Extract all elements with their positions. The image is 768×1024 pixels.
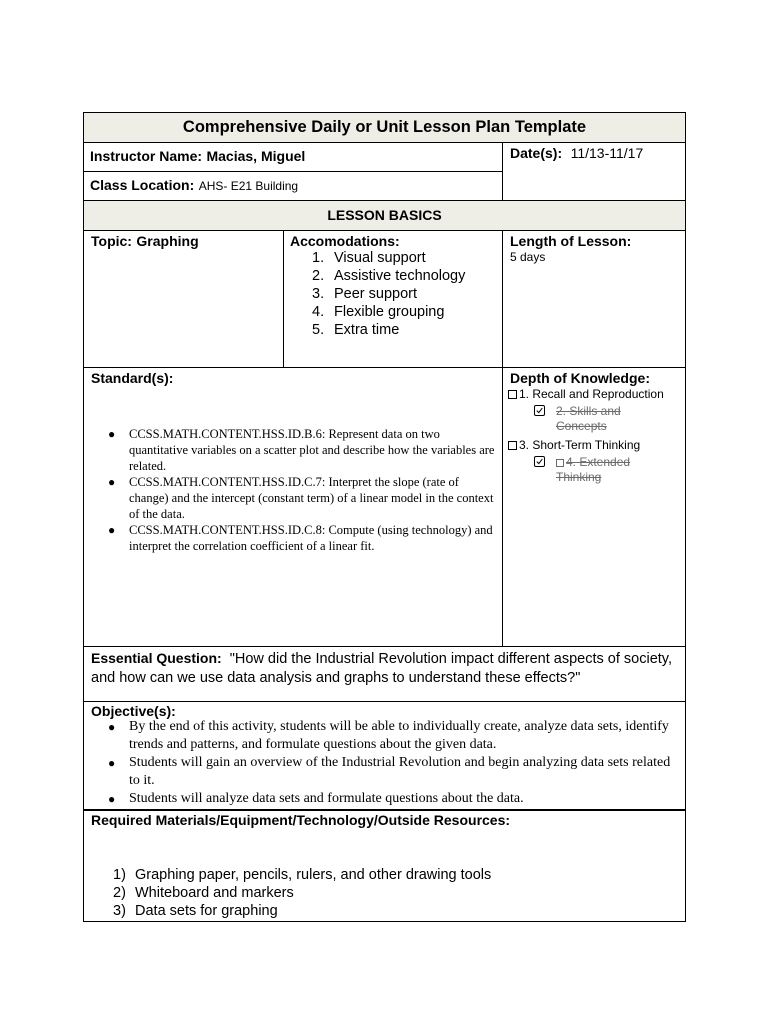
lesson-plan-table xyxy=(83,112,686,922)
instructor-label: Instructor Name: xyxy=(90,148,203,164)
materials-cell xyxy=(84,811,685,921)
essential-question-cell xyxy=(84,647,685,702)
length-cell xyxy=(503,231,685,368)
essential-question-text: "How did the Industrial Revolution impact different aspects of society, and how can we use data analysis and graphs to understand these effects?" xyxy=(91,651,672,686)
dates-label: Date(s): xyxy=(510,145,563,161)
list-item: 3. Peer support xyxy=(312,286,418,302)
location-label: Class Location: xyxy=(90,177,195,193)
objectives-list xyxy=(84,718,678,808)
list-item: ● CCSS.MATH.CONTENT.HSS.ID.B.6: Represent data on two quantitative variables on a scatter plot and describe how the variables are related. xyxy=(108,427,495,473)
instructor-name: Macias, Miguel xyxy=(206,148,306,164)
location-value: AHS- E21 Building xyxy=(198,179,299,193)
instructor-cell xyxy=(84,143,503,172)
list-item: 1. Visual support xyxy=(312,250,426,266)
list-item: 1) Graphing paper, pencils, rulers, and other drawing tools xyxy=(113,867,492,883)
checkbox-checked-icon[interactable] xyxy=(534,405,545,416)
list-item: 2. Assistive technology xyxy=(312,268,466,284)
checkbox-unchecked-icon[interactable] xyxy=(508,390,517,399)
list-item: 3) Data sets for graphing xyxy=(113,903,278,919)
checkbox-checked-icon[interactable] xyxy=(534,456,545,467)
accommodations-label: Accomodations: xyxy=(290,233,400,249)
objectives-cell xyxy=(84,702,685,811)
dok-label: Depth of Knowledge: xyxy=(510,370,650,386)
list-item: ● CCSS.MATH.CONTENT.HSS.ID.C.7: Interpret the slope (rate of change) and the intercept (constant term) of a linear model in the context of the data. xyxy=(108,475,494,521)
objectives-label: Objective(s): xyxy=(91,703,176,719)
accommodations-cell xyxy=(284,231,503,368)
list-item: 5. Extra time xyxy=(312,322,400,338)
dok-option-3[interactable]: 3. Short-Term Thinking xyxy=(508,437,678,453)
dates-value: 11/13-11/17 xyxy=(570,145,644,161)
list-item: 4. Flexible grouping xyxy=(312,304,445,320)
dok-option-2[interactable]: 2. Skills and Concepts xyxy=(534,404,678,434)
dok-option-4[interactable]: 4. Extended Thinking xyxy=(534,455,678,485)
list-item: 2) Whiteboard and markers xyxy=(113,885,294,901)
standards-label: Standard(s): xyxy=(91,370,174,386)
essential-question-label: Essential Question: xyxy=(91,650,222,666)
topic-label: Topic: xyxy=(91,233,132,249)
checkbox-unchecked-icon[interactable] xyxy=(508,441,517,450)
dok-option-1[interactable]: 1. Recall and Reproduction xyxy=(508,386,678,402)
topic-cell xyxy=(84,231,284,368)
location-cell xyxy=(84,172,503,201)
list-item: ● By the end of this activity, students will be able to individually create, analyze data sets, identify trends and patterns, and formulate questions about the given data. xyxy=(108,719,669,752)
length-label: Length of Lesson: xyxy=(510,233,632,249)
list-item: ● CCSS.MATH.CONTENT.HSS.ID.C.8: Compute (using technology) and interpret the correlation coefficient of a linear fit. xyxy=(108,523,493,553)
materials-list xyxy=(91,866,678,920)
standards-list xyxy=(84,426,495,554)
standards-cell xyxy=(84,368,503,647)
length-value: 5 days xyxy=(510,250,546,264)
lesson-basics-header: LESSON BASICS xyxy=(84,201,685,231)
dok-cell xyxy=(503,368,685,647)
dates-cell xyxy=(503,143,685,201)
page-title: Comprehensive Daily or Unit Lesson Plan Template xyxy=(84,113,685,143)
accommodations-list xyxy=(290,249,496,339)
list-item: ● Students will gain an overview of the Industrial Revolution and begin analyzing data sets related to it. xyxy=(108,755,671,788)
materials-label: Required Materials/Equipment/Technology/Outside Resources: xyxy=(91,812,511,828)
list-item: ● Students will analyze data sets and formulate questions about the data. xyxy=(108,791,524,806)
checkbox-struck-icon xyxy=(556,459,564,467)
topic-value: Graphing xyxy=(136,233,199,249)
